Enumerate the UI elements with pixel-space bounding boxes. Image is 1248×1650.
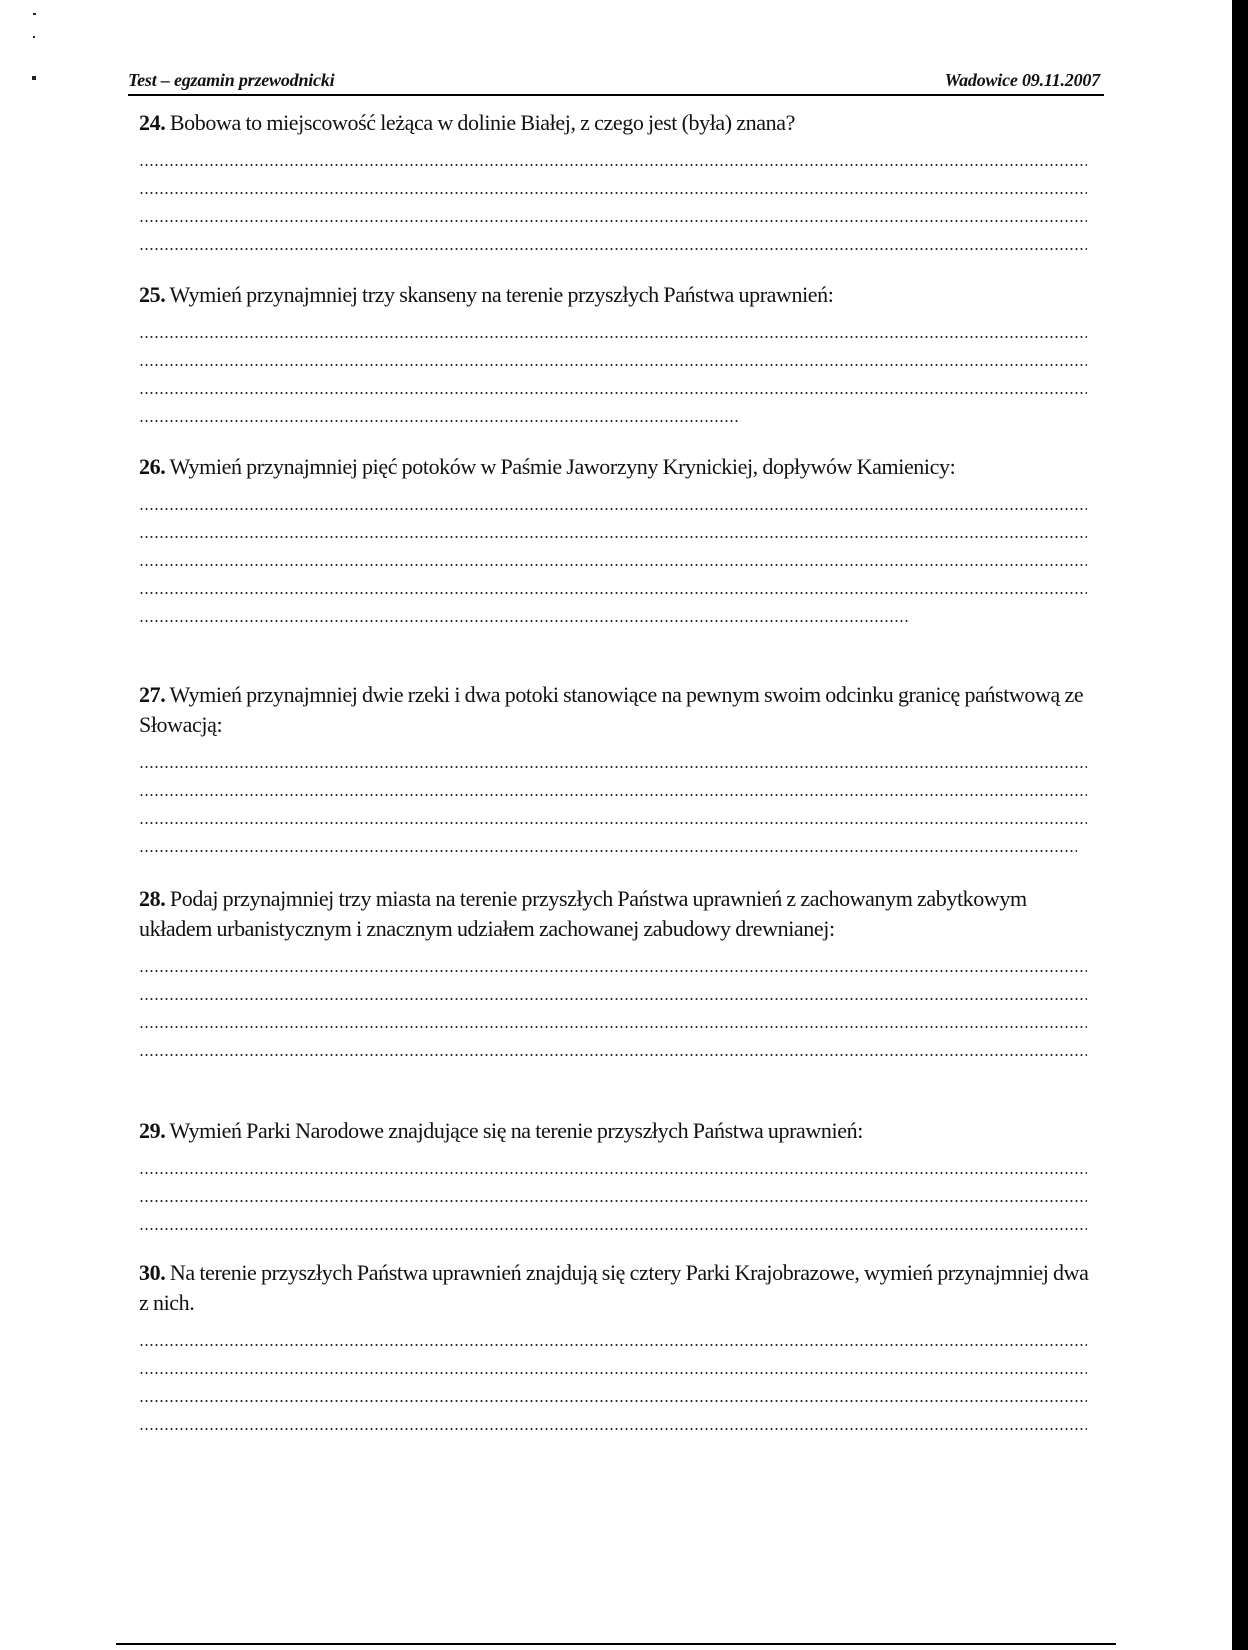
question-number: 30. bbox=[139, 1260, 166, 1285]
header-place-date: Wadowice 09.11.2007 bbox=[944, 70, 1100, 90]
footer-rule bbox=[116, 1643, 1116, 1645]
answer-line[interactable] bbox=[139, 950, 1089, 978]
question-29 bbox=[139, 1116, 1089, 1236]
question-text bbox=[139, 680, 1089, 740]
question-text bbox=[139, 1258, 1089, 1318]
answer-line[interactable] bbox=[139, 172, 1089, 200]
question-28 bbox=[139, 884, 1089, 1062]
answer-line[interactable] bbox=[139, 774, 1089, 802]
question-number: 24. bbox=[139, 110, 166, 135]
question-number: 28. bbox=[139, 886, 166, 911]
question-text bbox=[139, 452, 979, 482]
question-text bbox=[139, 108, 1089, 138]
answer-line[interactable] bbox=[139, 372, 1089, 400]
question-30 bbox=[139, 1258, 1089, 1436]
answer-lines bbox=[139, 1152, 1089, 1236]
question-number: 26. bbox=[139, 454, 166, 479]
question-26 bbox=[139, 452, 1089, 628]
question-text bbox=[139, 1116, 1089, 1146]
answer-line[interactable] bbox=[139, 1408, 1089, 1436]
header-title: Test – egzamin przewodnicki bbox=[128, 70, 335, 90]
answer-line[interactable] bbox=[139, 1208, 1089, 1236]
answer-lines bbox=[139, 746, 1089, 858]
answer-line[interactable] bbox=[139, 316, 1089, 344]
answer-line[interactable] bbox=[139, 400, 1089, 428]
answer-line[interactable] bbox=[139, 1352, 1089, 1380]
question-text bbox=[139, 280, 1089, 310]
answer-line[interactable] bbox=[139, 1380, 1089, 1408]
answer-lines bbox=[139, 316, 1089, 428]
answer-line[interactable] bbox=[139, 228, 1089, 256]
answer-lines bbox=[139, 950, 1089, 1062]
question-24 bbox=[139, 108, 1089, 256]
question-body: Wymień przynajmniej dwie rzeki i dwa potoki stanowiące na pewnym swoim odcinku granicę państwową ze Słowacją: bbox=[139, 682, 1084, 737]
answer-line[interactable] bbox=[139, 1180, 1089, 1208]
scan-speck bbox=[33, 13, 36, 15]
answer-line[interactable] bbox=[139, 544, 1089, 572]
answer-line[interactable] bbox=[139, 572, 1089, 600]
question-number: 27. bbox=[139, 682, 166, 707]
question-body: Bobowa to miejscowość leżąca w dolinie Białej, z czego jest (była) znana? bbox=[165, 110, 795, 135]
answer-line[interactable] bbox=[139, 1034, 1089, 1062]
answer-line[interactable] bbox=[139, 978, 1089, 1006]
question-body: Na terenie przyszłych Państwa uprawnień znajdują się cztery Parki Krajobrazowe, wymień przynajmniej dwa z nich. bbox=[139, 1260, 1089, 1315]
answer-line[interactable] bbox=[139, 516, 1089, 544]
question-body: Podaj przynajmniej trzy miasta na terenie przyszłych Państwa uprawnień z zachowanym zabytkowym układem urbanistycznym i znacznym udziałem zachowanej zabudowy drewnianej: bbox=[139, 886, 1027, 941]
question-text bbox=[139, 884, 1084, 944]
scan-edge-strip bbox=[1232, 0, 1248, 1650]
question-27 bbox=[139, 680, 1089, 858]
scan-speck bbox=[32, 76, 36, 80]
answer-line[interactable] bbox=[139, 344, 1089, 372]
question-25 bbox=[139, 280, 1089, 428]
answer-line[interactable] bbox=[139, 200, 1089, 228]
answer-line[interactable] bbox=[139, 1324, 1089, 1352]
answer-line[interactable] bbox=[139, 746, 1089, 774]
question-number: 25. bbox=[139, 282, 166, 307]
page-header bbox=[128, 64, 1104, 96]
answer-lines bbox=[139, 1324, 1089, 1436]
answer-lines bbox=[139, 144, 1089, 256]
answer-line[interactable] bbox=[139, 600, 1089, 628]
answer-line[interactable] bbox=[139, 1152, 1089, 1180]
answer-line[interactable] bbox=[139, 144, 1089, 172]
answer-line[interactable] bbox=[139, 830, 1089, 858]
answer-line[interactable] bbox=[139, 802, 1089, 830]
scan-speck bbox=[33, 36, 35, 38]
question-number: 29. bbox=[139, 1118, 166, 1143]
answer-line[interactable] bbox=[139, 1006, 1089, 1034]
question-body: Wymień Parki Narodowe znajdujące się na terenie przyszłych Państwa uprawnień: bbox=[165, 1118, 863, 1143]
answer-lines bbox=[139, 488, 1089, 628]
answer-line[interactable] bbox=[139, 488, 1089, 516]
question-body: Wymień przynajmniej trzy skanseny na terenie przyszłych Państwa uprawnień: bbox=[165, 282, 834, 307]
question-body: Wymień przynajmniej pięć potoków w Paśmie Jaworzyny Krynickiej, dopływów Kamienicy: bbox=[165, 454, 956, 479]
